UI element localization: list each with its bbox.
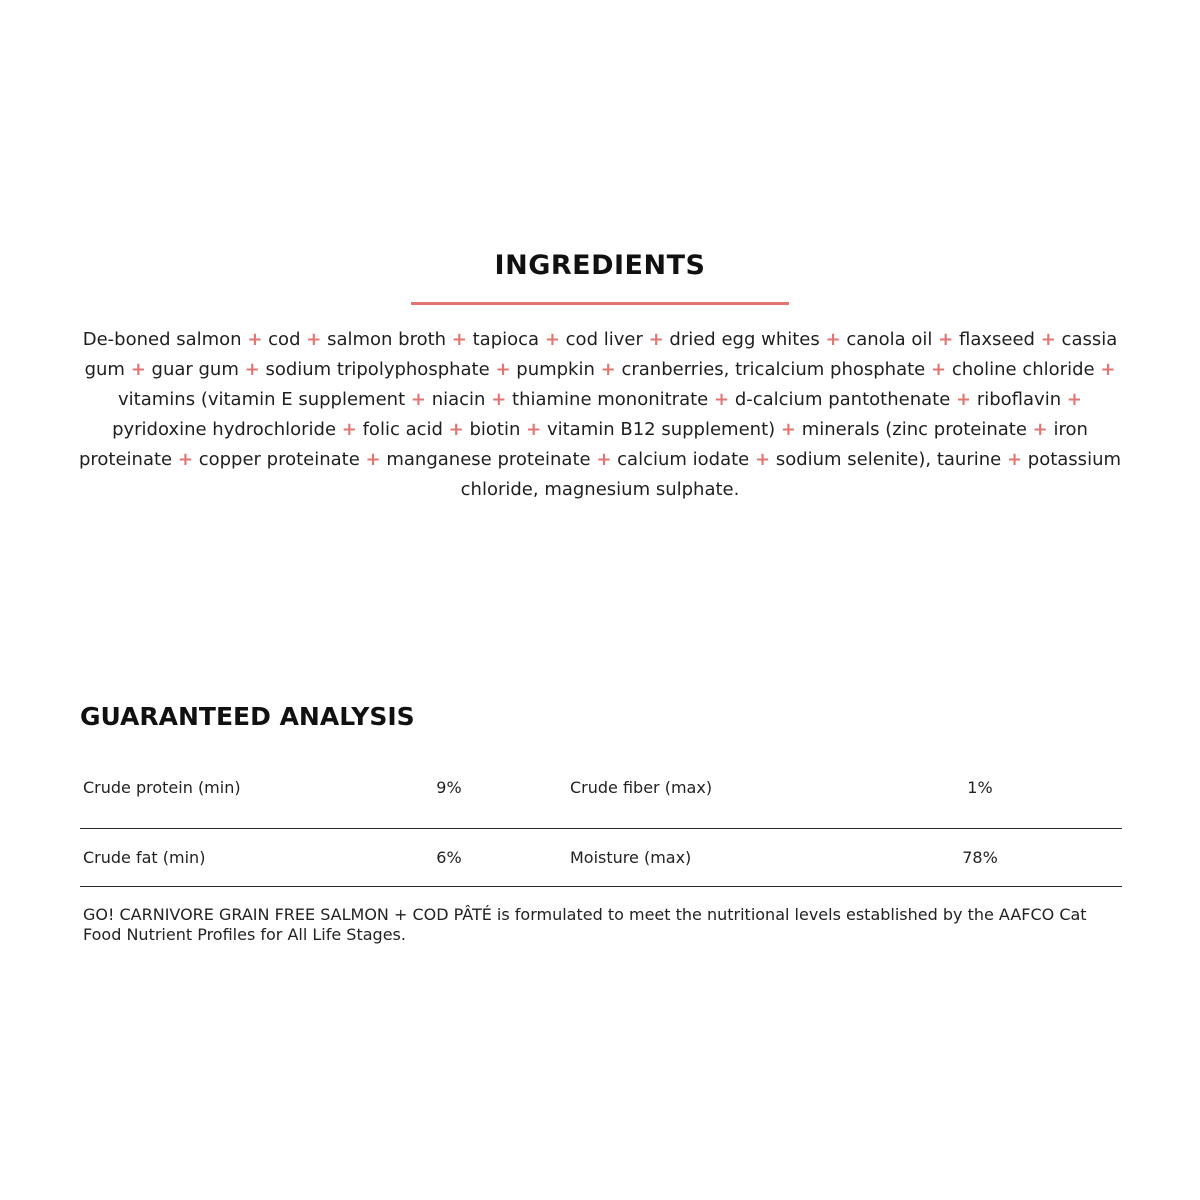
guaranteed-analysis-section <box>80 700 1122 961</box>
plus-separator-icon: + <box>825 329 841 350</box>
plus-separator-icon: + <box>956 389 972 410</box>
plus-separator-icon: + <box>931 359 947 380</box>
plus-separator-icon: + <box>1006 449 1023 470</box>
nutrient-label: Crude protein (min) <box>83 778 241 797</box>
plus-separator-icon: + <box>306 329 322 350</box>
ingredient-item: manganese proteinate <box>386 449 591 470</box>
plus-separator-icon: + <box>713 389 730 410</box>
plus-separator-icon: + <box>1100 359 1116 380</box>
table-row <box>80 829 1122 887</box>
ingredient-item: potassium chloride, magnesium sulphate. <box>460 449 1122 500</box>
plus-separator-icon: + <box>495 359 511 380</box>
plus-separator-icon: + <box>1032 419 1048 440</box>
table-row <box>80 772 1122 829</box>
plus-separator-icon: + <box>244 359 260 380</box>
nutrient-value: 78% <box>962 848 998 867</box>
ingredient-item: tapioca <box>472 329 540 350</box>
plus-separator-icon: + <box>130 359 146 380</box>
ingredient-item: pyridoxine hydrochloride <box>112 419 337 440</box>
ingredient-item: dried egg whites <box>669 329 820 350</box>
ingredient-item: minerals (zinc proteinate <box>801 419 1027 440</box>
plus-separator-icon: + <box>177 449 193 470</box>
plus-separator-icon: + <box>754 449 771 470</box>
ingredient-item: sodium tripolyphosphate <box>265 359 490 380</box>
ingredient-item: calcium iodate <box>617 449 750 470</box>
plus-separator-icon: + <box>247 329 263 350</box>
ingredient-item: cranberries, tricalcium phosphate <box>621 359 926 380</box>
plus-separator-icon: + <box>451 329 467 350</box>
ingredient-item: pumpkin <box>516 359 595 380</box>
plus-separator-icon: + <box>780 419 796 440</box>
plus-separator-icon: + <box>1040 329 1056 350</box>
ingredient-item: canola oil <box>846 329 933 350</box>
analysis-title: GUARANTEED ANALYSIS <box>80 702 415 731</box>
ingredients-title-rule <box>411 302 789 305</box>
ingredient-item: vitamin B12 supplement) <box>546 419 776 440</box>
plus-separator-icon: + <box>341 419 357 440</box>
plus-separator-icon: + <box>410 389 426 410</box>
ingredient-item: cod <box>268 329 301 350</box>
nutrient-label: Crude fiber (max) <box>570 778 713 797</box>
ingredient-item: copper proteinate <box>198 449 360 470</box>
ingredient-item: choline chloride <box>951 359 1095 380</box>
aafco-statement: GO! CARNIVORE GRAIN FREE SALMON + COD PÂTÉ is formulated to meet the nutritional levels established by the AAFCO Cat Food Nutrient Profiles for All Life Stages. <box>83 905 1087 944</box>
ingredient-item: thiamine mononitrate <box>512 389 709 410</box>
nutrient-label: Crude fat (min) <box>83 848 206 867</box>
plus-separator-icon: + <box>938 329 954 350</box>
plus-separator-icon: + <box>526 419 542 440</box>
ingredient-item: salmon broth <box>327 329 447 350</box>
ingredient-item: De-boned salmon <box>82 329 242 350</box>
ingredient-item: guar gum <box>151 359 239 380</box>
plus-separator-icon: + <box>365 449 381 470</box>
plus-separator-icon: + <box>491 389 507 410</box>
nutrient-label: Moisture (max) <box>570 848 692 867</box>
ingredient-item: cod liver <box>565 329 643 350</box>
ingredients-title: INGREDIENTS <box>494 250 706 281</box>
nutrient-value: 9% <box>436 778 462 797</box>
ingredient-item: riboflavin <box>976 389 1062 410</box>
plus-separator-icon: + <box>648 329 664 350</box>
nutrient-value: 6% <box>436 848 462 867</box>
nutrient-value: 1% <box>967 778 993 797</box>
plus-separator-icon: + <box>596 449 612 470</box>
ingredient-item: vitamins (vitamin E supplement <box>118 389 406 410</box>
ingredient-item: biotin <box>469 419 521 440</box>
ingredients-list <box>70 325 1130 505</box>
ingredient-item: sodium selenite), taurine <box>775 449 1002 470</box>
plus-separator-icon: + <box>448 419 464 440</box>
plus-separator-icon: + <box>1066 389 1082 410</box>
ingredient-item: d-calcium pantothenate <box>734 389 951 410</box>
ingredient-item: niacin <box>431 389 486 410</box>
plus-separator-icon: + <box>544 329 560 350</box>
ingredient-item: iron proteinate <box>78 419 1088 470</box>
ingredient-item: flaxseed <box>959 329 1035 350</box>
ingredients-section <box>0 248 1200 505</box>
plus-separator-icon: + <box>600 359 616 380</box>
ingredient-item: folic acid <box>362 419 443 440</box>
ingredient-item: cassia gum <box>84 329 1118 380</box>
analysis-table <box>80 772 1122 887</box>
